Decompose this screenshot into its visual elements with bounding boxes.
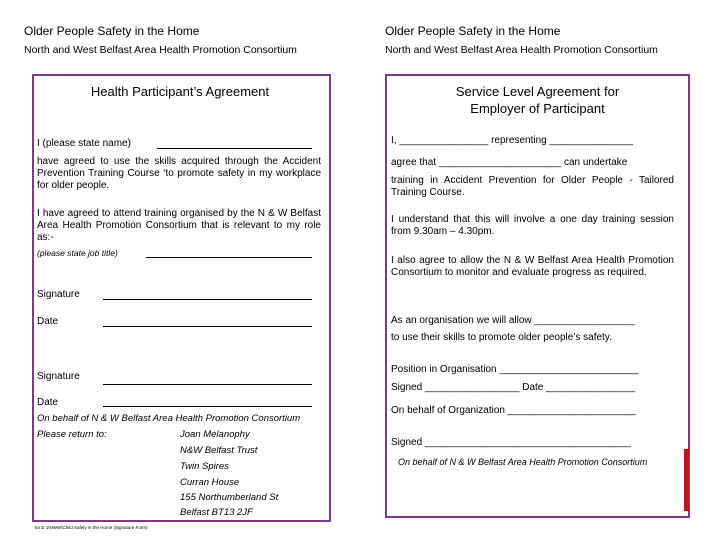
attend-paragraph: I have agreed to attend training organised by the N & W Belfast Area Health Promotion Consortium that is relevant to my role as:- <box>37 208 321 243</box>
left-header-subtitle: North and West Belfast Area Health Promotion Consortium <box>24 44 297 56</box>
address-line: Joan Melanophy <box>180 429 250 440</box>
red-accent-bar <box>684 449 689 511</box>
left-box-title: Health Participant’s Agreement <box>90 84 270 99</box>
date-label-1: Date <box>37 316 59 327</box>
address-line: 155 Northumberland St <box>180 492 279 503</box>
address-line: Twin Spires <box>180 461 229 472</box>
agreed-paragraph: have agreed to use the skills acquired through the Accident Prevention Training Course ‘to promote safety in my workplace for older people. <box>37 156 321 191</box>
signed-line[interactable]: Signed _____________________________________ <box>391 437 631 448</box>
address-line: Curran House <box>180 477 240 488</box>
signature-field-line-2[interactable] <box>103 384 312 385</box>
on-behalf-org-line[interactable]: On behalf of Organization _______________________ <box>391 405 636 416</box>
job-title-field-line[interactable] <box>146 257 312 258</box>
address-line: Belfast BT13 2JF <box>180 507 253 518</box>
right-box-title-line1: Service Level Agreement for <box>455 84 620 99</box>
signed-date-line[interactable]: Signed _________________ Date ________________ <box>391 382 636 393</box>
right-on-behalf: On behalf of N & W Belfast Area Health Promotion Consortium <box>398 457 648 467</box>
position-line[interactable]: Position in Organisation _________________________ <box>391 364 639 375</box>
job-title-label: (please state job title) <box>37 248 118 258</box>
agree-line[interactable]: agree that ______________________ can undertake <box>391 157 628 168</box>
signature-field-line-1[interactable] <box>103 299 312 300</box>
right-box-title-line2: Employer of Participant <box>470 101 605 116</box>
date-label-2: Date <box>37 397 59 408</box>
allow-paragraph: I also agree to allow the N & W Belfast Area Health Promotion Consortium to monitor and evaluate progress as required. <box>391 255 674 278</box>
right-header-subtitle: North and West Belfast Area Health Promotion Consortium <box>385 44 658 56</box>
signature-label-2: Signature <box>37 371 80 382</box>
training-paragraph: training in Accident Prevention for Older People - Tailored Training Course. <box>391 175 674 198</box>
date-field-line-2[interactable] <box>103 406 312 407</box>
footer-file-note: Ex:E 1\NWW\Child Safety in the Home (Signature Form) <box>35 525 148 530</box>
name-field-line[interactable] <box>157 148 312 149</box>
signature-label-1: Signature <box>37 289 80 300</box>
allow-line[interactable]: As an organisation we will allow __________________ <box>391 315 635 326</box>
understand-paragraph: I understand that this will involve a one day training session from 9.30am – 4.30pm. <box>391 214 674 237</box>
address-line: N&W Belfast Trust <box>180 445 258 456</box>
left-on-behalf: On behalf of N & W Belfast Area Health Promotion Consortium <box>37 413 301 424</box>
date-field-line-1[interactable] <box>103 326 312 327</box>
representing-line[interactable]: I, ________________ representing _______________ <box>391 135 633 146</box>
state-name-label: I (please state name) <box>37 138 131 149</box>
return-to-label: Please return to: <box>37 429 107 440</box>
right-header-title: Older People Safety in the Home <box>385 24 561 38</box>
left-header-title: Older People Safety in the Home <box>24 24 200 38</box>
skills-line: to use their skills to promote older people’s safety. <box>391 332 612 343</box>
